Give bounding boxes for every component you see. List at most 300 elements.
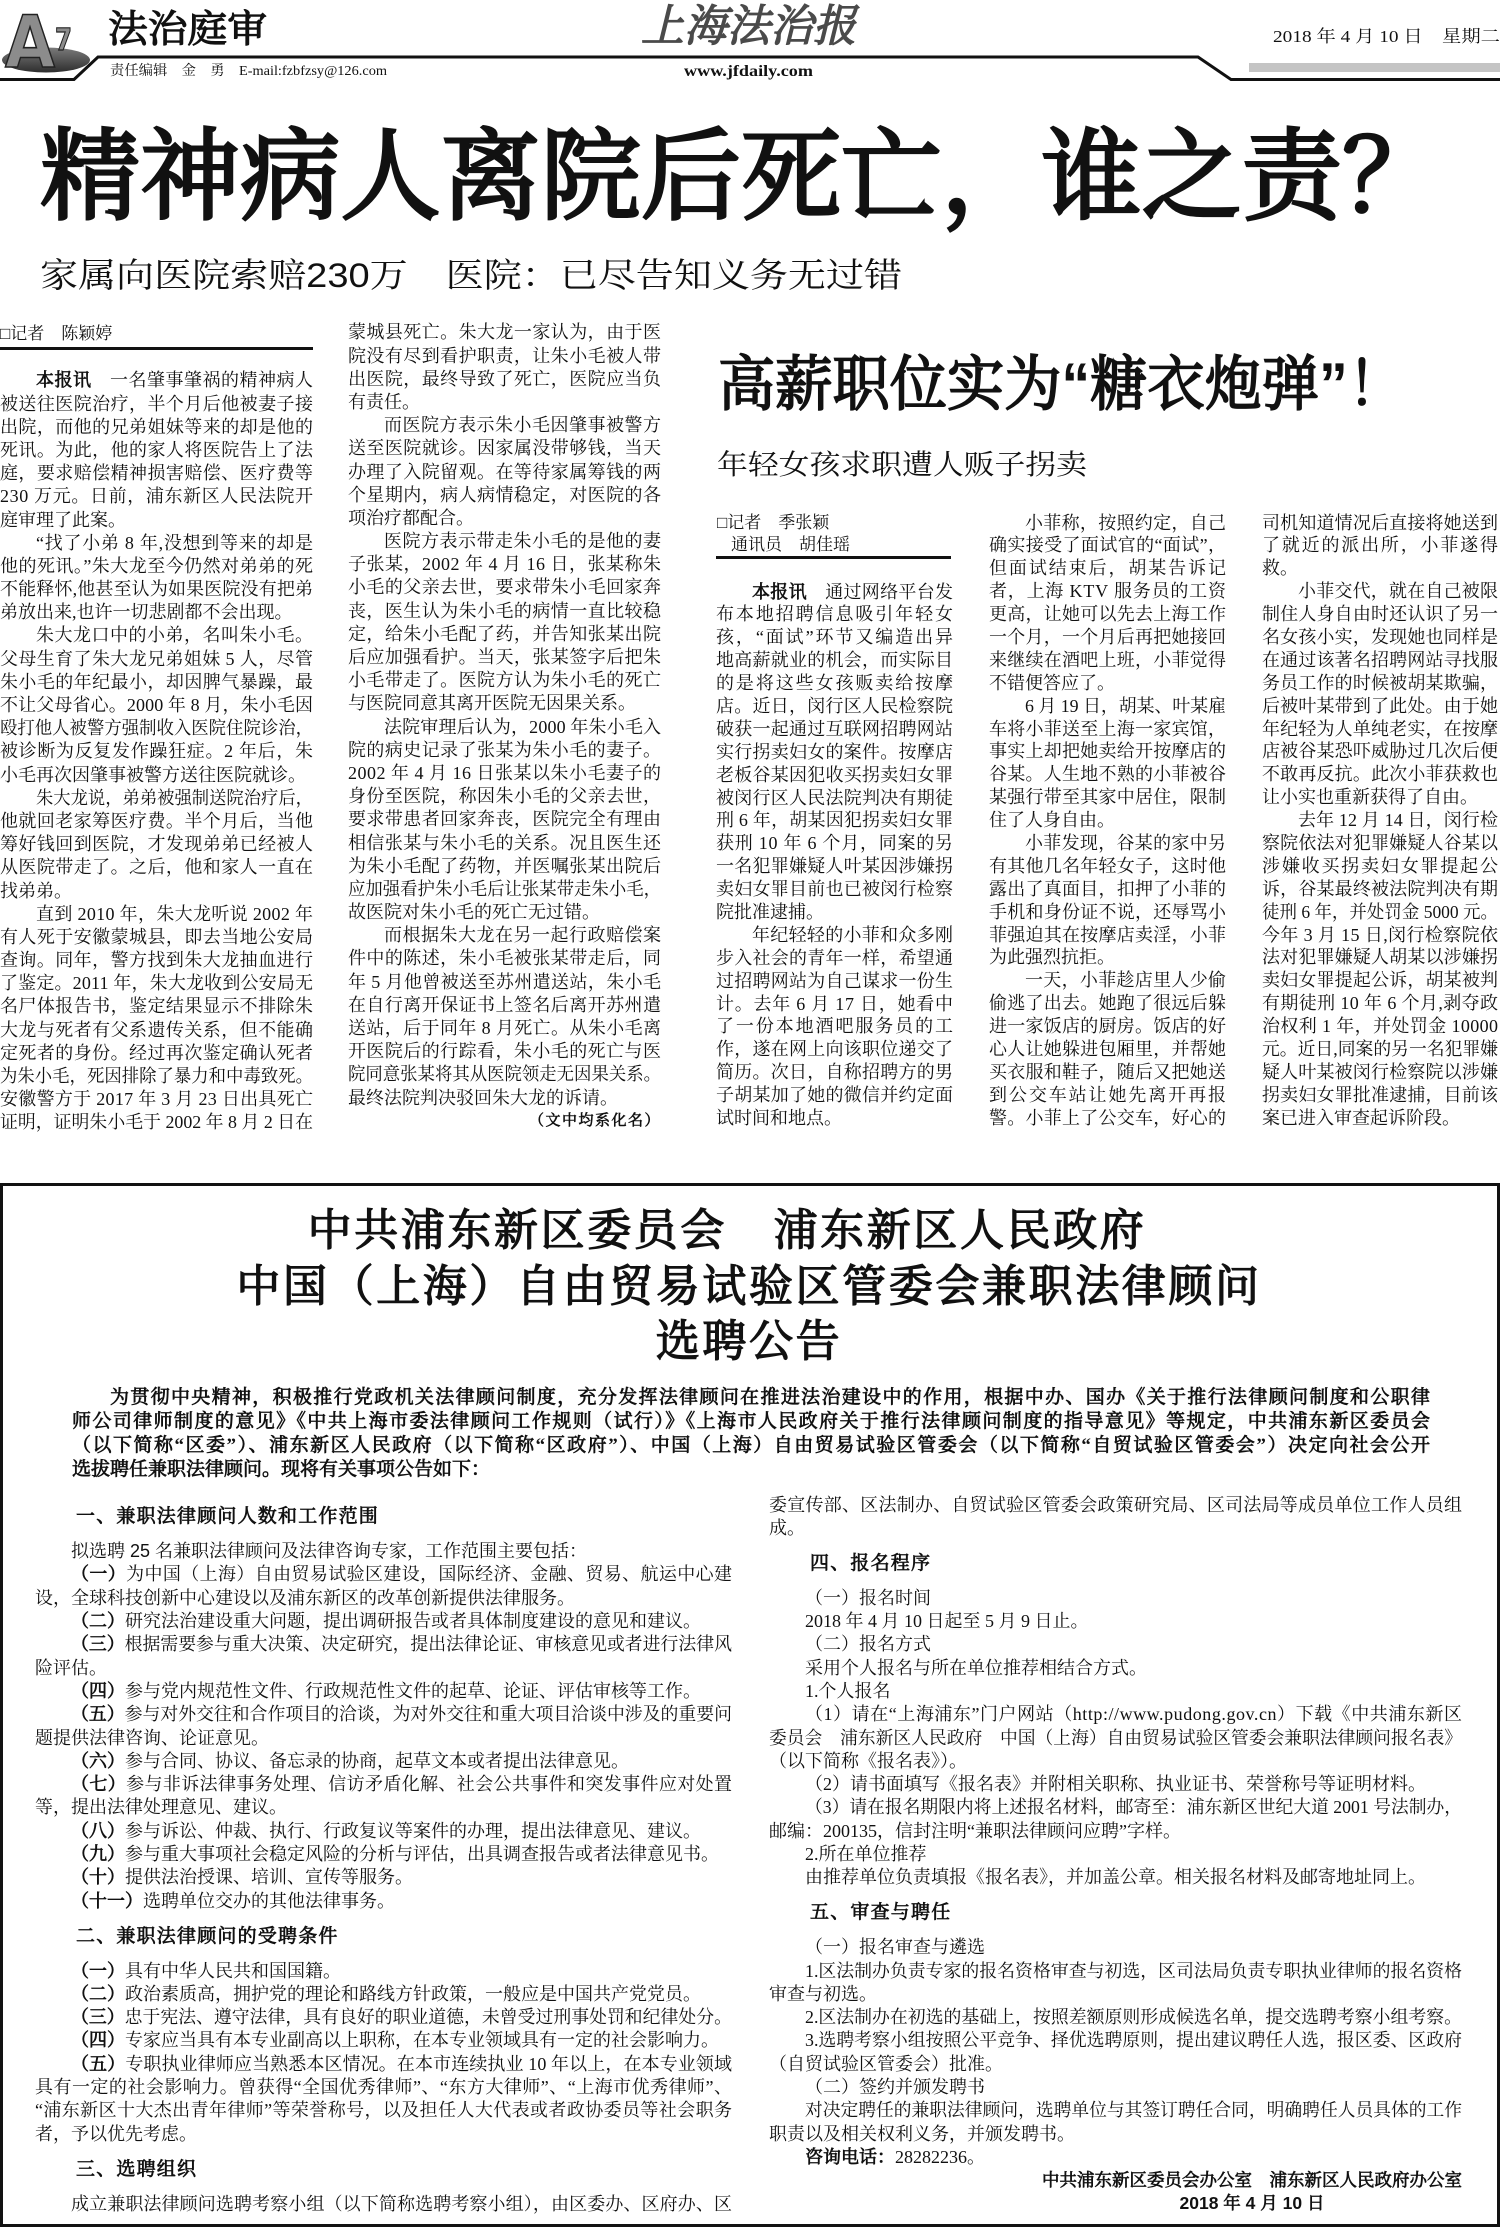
text-line-content: 了鉴定。2011 年，朱大龙收到公安局无 bbox=[0, 973, 314, 994]
text-line-content: 有责任。 bbox=[348, 391, 420, 412]
text-line-content: 后被叶某带到了此处。由于她 bbox=[1262, 695, 1499, 716]
text-line bbox=[769, 1657, 1462, 1680]
text-line-content: 法院审理后认为，2000 年朱小毛入 bbox=[384, 716, 662, 737]
text-line-content: 涉嫌收买拐卖妇女罪提起公 bbox=[1262, 855, 1500, 876]
text-line bbox=[1262, 557, 1498, 580]
text-line-content: 直到 2010 年，朱大龙听说 2002 年 bbox=[36, 903, 314, 924]
text-line-content: 庭，要求赔偿精神损害赔偿、医疗费等 bbox=[0, 463, 314, 484]
text-line bbox=[348, 391, 661, 414]
article2-subheadline bbox=[717, 450, 1087, 480]
text-line bbox=[348, 669, 661, 692]
lead-label: （二） bbox=[71, 1611, 125, 1632]
text-line bbox=[716, 1084, 953, 1107]
text-line bbox=[0, 995, 313, 1018]
section-title-text: 法治庭审 bbox=[108, 9, 267, 51]
text-line bbox=[769, 1936, 1462, 1959]
text-line-content: 院没有尽到看护职责，让朱小毛被人带 bbox=[348, 345, 662, 366]
text-line-content: 为朱小毛，死因排除了暴力和中毒致死。 bbox=[0, 1066, 313, 1087]
text-line-content: 警。小菲上了公交车，好心的 bbox=[989, 1107, 1227, 1128]
text-line-content: 不让父母省心。2000 年 8 月，朱小毛因 bbox=[0, 695, 314, 716]
text-line bbox=[0, 509, 313, 532]
article1-column-1 bbox=[0, 369, 313, 1134]
newspaper-masthead bbox=[641, 4, 856, 50]
text-line-content: 务员工作的时候被胡某欺骗， bbox=[1262, 672, 1499, 693]
text-line-content: （2）请书面填写《报名表》并附相关职称、执业证书、荣誉称号等证明材料。 bbox=[805, 1774, 1426, 1795]
text-line-content: 去年 12 月 14 日，闵行检 bbox=[1298, 810, 1499, 831]
text-line-content: 拟选聘 25 名兼职法律顾问及法律咨询专家，工作范围主要包括： bbox=[71, 1541, 588, 1562]
text-line-content: （3）请在报名期限内将上述报名材料，邮寄至：浦东新区世纪大道 2001 号法制办， bbox=[805, 1797, 1462, 1818]
text-line bbox=[0, 764, 313, 787]
text-line-content: 而医院方表示朱小毛因肇事被警方 bbox=[384, 415, 662, 436]
text-line-content: 题提供法律咨询、论证意见。 bbox=[35, 1727, 269, 1748]
text-line bbox=[0, 1019, 313, 1042]
paragraph bbox=[35, 1843, 732, 1866]
text-line bbox=[0, 1065, 313, 1088]
text-line-content: 咨询电话：28282236。 bbox=[805, 2146, 985, 2167]
text-line bbox=[35, 1727, 732, 1750]
text-line-content: 找弟弟。 bbox=[0, 880, 72, 901]
paragraph bbox=[35, 1680, 732, 1703]
text-line bbox=[348, 739, 661, 762]
announcement-title-line-1: 中共浦东新区委员会 浦东新区人民政府 bbox=[307, 1206, 1147, 1255]
text-line-content: 名尸体报告书，鉴定结果显示不排除朱 bbox=[0, 996, 314, 1017]
text-line bbox=[989, 924, 1226, 947]
text-line bbox=[989, 786, 1226, 809]
text-line-content: 卖妇女罪目前也已被闵行检察 bbox=[716, 879, 954, 900]
text-line bbox=[72, 1434, 1430, 1458]
announcement-title-line-2: 中国（上海）自由贸易试验区管委会兼职法律顾问 bbox=[236, 1261, 1262, 1311]
announcement-column-1 bbox=[35, 1494, 732, 2216]
lead-label: （二） bbox=[71, 1983, 125, 2004]
text-line bbox=[348, 437, 661, 460]
paragraph bbox=[348, 321, 661, 414]
text-line-content: 大龙与死者有父系遗传关系，但不能确 bbox=[0, 1019, 314, 1040]
text-line-content: 某强行带至其家中居住，限制 bbox=[989, 787, 1227, 808]
text-line-content: 获刑 10 年 6 个月，同案的另 bbox=[716, 833, 954, 854]
text-line bbox=[348, 345, 661, 368]
text-line bbox=[769, 1750, 1462, 1773]
text-line bbox=[716, 924, 953, 947]
text-line-content: （一）报名审查与遴选 bbox=[805, 1937, 985, 1958]
text-line-content: 为贯彻中央精神，积极推行党政机关法律顾问制度，充分发挥法律顾问在推进法治建设中的作用，根据中办、国办《关于推行法律顾问制度和公职律 bbox=[110, 1387, 1432, 1408]
text-line bbox=[769, 1773, 1462, 1796]
text-line bbox=[35, 1750, 732, 1773]
text-line bbox=[35, 2006, 732, 2029]
text-line bbox=[0, 532, 313, 555]
text-line bbox=[769, 2099, 1462, 2122]
paragraph bbox=[35, 1890, 732, 1913]
header-gray-bar bbox=[1249, 63, 1500, 72]
paragraph bbox=[716, 924, 953, 1130]
paragraph bbox=[769, 1703, 1462, 1773]
text-line bbox=[35, 1633, 732, 1656]
text-line-content: 开医院后的行踪看，朱小毛的死亡与医 bbox=[348, 1041, 662, 1062]
lead-label: （六） bbox=[71, 1750, 125, 1771]
lead-label: 本报讯 bbox=[36, 370, 110, 391]
text-line bbox=[769, 1727, 1462, 1750]
text-line bbox=[35, 1820, 732, 1843]
text-line bbox=[348, 461, 661, 484]
text-line-content: 子胡某加了她的微信并约定面 bbox=[716, 1085, 954, 1106]
article2-column-3 bbox=[1262, 512, 1498, 1130]
text-line-content: （以下简称《报名表》）。 bbox=[769, 1750, 967, 1771]
text-line-content: 年纪轻轻的小菲和众多刚 bbox=[752, 924, 954, 945]
text-line-content: 丧，医生认为朱小毛的病情一直比较稳 bbox=[348, 600, 662, 621]
text-line bbox=[716, 741, 953, 764]
article2-byline-rule bbox=[716, 556, 951, 559]
text-line bbox=[1262, 855, 1498, 878]
text-line bbox=[0, 1042, 313, 1065]
section-digit: 7 bbox=[55, 23, 72, 58]
text-line bbox=[989, 626, 1226, 649]
text-line-content: 的是将这些女孩贩卖给按摩 bbox=[716, 673, 955, 694]
text-line bbox=[0, 926, 313, 949]
paragraph bbox=[989, 832, 1226, 969]
section-number-badge bbox=[0, 0, 100, 80]
text-line-content: （一）具有中华人民共和国国籍。 bbox=[71, 1960, 341, 1981]
text-line bbox=[348, 1063, 661, 1086]
text-line bbox=[1262, 992, 1498, 1015]
text-line bbox=[0, 393, 313, 416]
text-line bbox=[0, 462, 313, 485]
text-line-content: 成。 bbox=[769, 1517, 805, 1538]
main-headline bbox=[40, 121, 1442, 233]
text-line-content: 他就回老家筹医疗费。半个月后，当他 bbox=[0, 810, 314, 831]
text-line bbox=[348, 321, 661, 344]
text-line bbox=[1262, 626, 1498, 649]
lead-label: （十） bbox=[71, 1867, 125, 1888]
text-line bbox=[989, 855, 1226, 878]
text-line-content: 2.区法制办在初选的基础上，按照差额原则形成候选名单，提交选聘考察小组考察。 bbox=[805, 2007, 1462, 2028]
text-line-content: 最终法院判决驳回朱大龙的诉请。 bbox=[348, 1087, 618, 1108]
text-line bbox=[716, 581, 953, 604]
text-line bbox=[348, 600, 661, 623]
text-line-content: 朱小毛的年纪最小，却因脾气暴躁，最 bbox=[0, 671, 314, 692]
text-line-content: 案已进入审查起诉阶段。 bbox=[1262, 1107, 1460, 1128]
text-line-content: （九）参与重大事项社会稳定风险的分析与评估，出具调查报告或者法律意见书。 bbox=[71, 1844, 719, 1865]
text-line-content: 个星期内，病人病情稳定，对医院的各 bbox=[348, 484, 662, 505]
text-line bbox=[1262, 649, 1498, 672]
text-line-content: 进一家饭店的厨房。饭店的好 bbox=[989, 1016, 1227, 1037]
text-line bbox=[716, 718, 953, 741]
text-line-content: 住了人身自由。 bbox=[989, 810, 1115, 831]
text-line-content: 出医院，最终导致了死亡，医院应当负 bbox=[348, 368, 662, 389]
text-line bbox=[0, 810, 313, 833]
text-line-content: 1.个人报名 bbox=[805, 1680, 891, 1701]
text-line-content: 破获一起通过互联网招聘网站 bbox=[716, 718, 954, 739]
text-line-content: 让小实也重新获得了自由。 bbox=[1262, 787, 1478, 808]
text-line bbox=[35, 1890, 732, 1913]
text-line-content: 成立兼职法律顾问选聘考察小组（以下简称选聘考察小组），由区委办、区府办、区 bbox=[71, 2193, 733, 2214]
text-line bbox=[0, 880, 313, 903]
text-line-content: 2.所在单位推荐 bbox=[805, 1844, 927, 1865]
text-line bbox=[348, 878, 661, 901]
text-line bbox=[1262, 763, 1498, 786]
article2-headline bbox=[718, 351, 1405, 418]
text-line bbox=[716, 855, 953, 878]
text-line-content: 步入社会的青年一样，希望通 bbox=[716, 947, 954, 968]
section-heading: 三、选聘组织 bbox=[76, 2158, 198, 2180]
text-line bbox=[348, 855, 661, 878]
text-line-content: 出院，而他的兄弟姐妹等来的却是他的 bbox=[0, 416, 314, 437]
paragraph bbox=[769, 1866, 1462, 1889]
text-line-content: 送至医院就诊。因家属没带够钱，当天 bbox=[348, 438, 662, 459]
text-line bbox=[1262, 1084, 1498, 1107]
text-line bbox=[1262, 740, 1498, 763]
text-line bbox=[348, 808, 661, 831]
paragraph bbox=[769, 1843, 1462, 1866]
text-line-content: 定，给朱小毛配了药，并告知张某出院 bbox=[348, 623, 662, 644]
text-line-content: 小菲称，按照约定，自己 bbox=[1025, 512, 1227, 533]
text-line-content: 由推荐单位负责填报《报名表》，并加盖公章。相关报名材料及邮寄地址同上。 bbox=[805, 1867, 1426, 1888]
text-line bbox=[35, 1866, 732, 1889]
text-line bbox=[1262, 901, 1498, 924]
lead-label: （三） bbox=[71, 1634, 125, 1655]
text-line-content: 察院依法对犯罪嫌疑人谷某以 bbox=[1262, 832, 1499, 853]
paragraph bbox=[35, 1633, 732, 1680]
text-line-content: 买衣服和鞋子，随后又把她送 bbox=[989, 1061, 1227, 1082]
text-line-content: （三）根据需要参与重大决策、决定研究，提出法律论证、审核意见或者进行法律风 bbox=[71, 1634, 732, 1655]
text-line bbox=[348, 716, 661, 739]
text-line bbox=[989, 603, 1226, 626]
text-line-content: 露出了真面目，扣押了小菲的 bbox=[989, 878, 1227, 899]
lead-label: （五） bbox=[71, 2053, 126, 2074]
paragraph bbox=[989, 512, 1226, 695]
paragraph bbox=[35, 1820, 732, 1843]
text-line bbox=[35, 2123, 732, 2146]
paragraph bbox=[769, 1633, 1462, 1656]
text-line bbox=[348, 623, 661, 646]
text-line bbox=[769, 1820, 1462, 1843]
text-line-content: 审查与初选。 bbox=[769, 1983, 877, 2004]
issue-date-text: 2018 年 4 月 10 日 星期二 bbox=[1273, 27, 1500, 46]
text-line bbox=[989, 649, 1226, 672]
text-line bbox=[0, 1111, 313, 1134]
text-line-content: 更高，让她可以先去上海工作 bbox=[989, 604, 1227, 625]
editor-credit-text: 责任编辑 金 勇 E-mail:fzbfzsy@126.com bbox=[110, 64, 387, 79]
text-line bbox=[1262, 603, 1498, 626]
text-line bbox=[35, 1843, 732, 1866]
text-line bbox=[769, 1866, 1462, 1889]
text-line-content: 3.选聘考察小组按照公平竞争、择优选聘原则，提出建议聘任人选，报区委、区政府 bbox=[805, 2030, 1462, 2051]
text-line-content: （三）忠于宪法、遵守法律，具有良好的职业道德，未曾受过刑事处罚和纪律处分。 bbox=[71, 2007, 732, 2028]
text-line bbox=[769, 2123, 1462, 2146]
text-line bbox=[769, 2146, 1462, 2169]
text-line bbox=[989, 832, 1226, 855]
announcement-title bbox=[0, 1203, 1498, 1370]
text-line-content: 被闵行区人民法院判决有期徒 bbox=[716, 787, 954, 808]
paragraph bbox=[769, 1936, 1462, 1959]
text-line bbox=[716, 901, 953, 924]
text-line-content: 蒙城县死亡。朱大龙一家认为，由于医 bbox=[348, 322, 662, 343]
section-heading: 二、兼职法律顾问的受聘条件 bbox=[76, 1925, 339, 1947]
text-line bbox=[348, 971, 661, 994]
text-line bbox=[989, 695, 1226, 718]
lead-label: （九） bbox=[71, 1844, 125, 1865]
text-line bbox=[0, 1088, 313, 1111]
text-line bbox=[1262, 809, 1498, 832]
text-line bbox=[348, 692, 661, 715]
text-line bbox=[716, 832, 953, 855]
text-line-content: 治权利 1 年，并处罚金 10000 bbox=[1262, 1016, 1499, 1037]
paragraph bbox=[35, 2053, 732, 2146]
text-line bbox=[1262, 695, 1498, 718]
text-line bbox=[348, 368, 661, 391]
text-line bbox=[989, 672, 1226, 695]
text-line-content: 司机知道情况后直接将她送到 bbox=[1262, 512, 1499, 533]
lead-label: （四） bbox=[71, 1680, 125, 1701]
text-line-content: 办理了入院留观。在等待家属筹钱的两 bbox=[348, 461, 662, 482]
paragraph bbox=[35, 1983, 732, 2006]
paragraph bbox=[35, 1610, 732, 1633]
text-line bbox=[769, 1494, 1462, 1517]
text-line bbox=[989, 557, 1226, 580]
text-line bbox=[35, 2029, 732, 2052]
text-line bbox=[35, 2076, 732, 2099]
text-line bbox=[716, 878, 953, 901]
text-line bbox=[769, 2076, 1462, 2099]
text-line-content: 心人让她躲进包厢里，并帮她 bbox=[989, 1038, 1227, 1059]
text-line bbox=[989, 580, 1226, 603]
text-line-content: 计。去年 6 月 17 日，她看中 bbox=[716, 993, 954, 1014]
text-line-content: 诉，谷某最终被法院判决有期 bbox=[1262, 878, 1499, 899]
text-line bbox=[35, 1773, 732, 1796]
text-line bbox=[989, 1015, 1226, 1038]
text-line-content: 身份至医院，称因朱小毛的父亲去世， bbox=[348, 786, 662, 807]
text-line bbox=[348, 414, 661, 437]
lead-label: （一） bbox=[71, 1564, 127, 1585]
text-line-content: 小菲交代，就在自己被限 bbox=[1298, 581, 1499, 602]
text-line bbox=[716, 970, 953, 993]
paragraph bbox=[716, 581, 953, 924]
paragraph bbox=[35, 1703, 732, 1750]
paragraph bbox=[35, 2029, 732, 2052]
pseudonym-note bbox=[348, 1110, 661, 1133]
lead-label: （八） bbox=[71, 1820, 125, 1841]
paragraph bbox=[0, 903, 313, 1135]
text-line bbox=[716, 1038, 953, 1061]
paragraph bbox=[769, 1680, 1462, 1703]
text-line-content: （六）参与合同、协议、备忘录的协商，起草文本或者提出法律意见。 bbox=[71, 1750, 629, 1771]
text-line-content: 应加强看护朱小毛后让张某带走朱小毛， bbox=[348, 878, 661, 899]
text-line-content: （二）研究法治建设重大问题，提出调研报告或者具体制度建设的意见和建议。 bbox=[71, 1611, 701, 1632]
text-line-content: 为朱小毛配了药物，并医嘱张某出院后 bbox=[348, 855, 662, 876]
text-line bbox=[989, 1084, 1226, 1107]
text-line-content: 医院方表示带走朱小毛的是他的妻 bbox=[384, 531, 662, 552]
text-line-content: （二）政治素质高，拥护党的理论和路线方针政策，一般应是中国共产党党员。 bbox=[71, 1983, 701, 2004]
text-line-content: 职责以及相关权利义务，并颁发聘书。 bbox=[769, 2123, 1075, 2144]
text-line-content: 一名犯罪嫌疑人叶某因涉嫌拐 bbox=[716, 856, 954, 877]
text-line-content: 了就近的派出所，小菲遂得 bbox=[1262, 535, 1500, 556]
issue-date-header bbox=[1273, 27, 1500, 47]
text-line bbox=[35, 1610, 732, 1633]
text-line-content: 委宣传部、区法制办、自贸试验区管委会政策研究局、区司法局等成员单位工作人员组 bbox=[769, 1494, 1463, 1515]
text-line-content: 院批准逮捕。 bbox=[716, 901, 824, 922]
paragraph bbox=[769, 2006, 1462, 2029]
text-line-content: 朱大龙说，弟弟被强制送院治疗后， bbox=[36, 787, 313, 808]
text-line bbox=[35, 2193, 732, 2216]
text-line bbox=[716, 993, 953, 1016]
text-line bbox=[1262, 672, 1498, 695]
text-line-content: 安徽警方于 2017 年 3 月 23 日出具死亡 bbox=[0, 1089, 314, 1110]
text-line bbox=[769, 1610, 1462, 1633]
paragraph bbox=[0, 532, 313, 625]
article2-column-2 bbox=[989, 512, 1226, 1130]
text-line bbox=[0, 972, 313, 995]
text-line-content: 院的病史记录了张某为朱小毛的妻子。 bbox=[348, 739, 662, 760]
text-line bbox=[1262, 969, 1498, 992]
text-line-content: 设，全球科技创新中心建设以及浦东新区的改革创新提供法律服务。 bbox=[35, 1587, 575, 1608]
text-line-content: 作，遂在网上向该职位递交了 bbox=[716, 1039, 954, 1060]
text-line bbox=[716, 672, 953, 695]
section-heading: 五、审查与聘任 bbox=[810, 1902, 952, 1924]
text-line-content: 实行拐卖妇女的案件。按摩店 bbox=[716, 741, 954, 762]
text-line-content: （十一）选聘单位交办的其他法律事务。 bbox=[71, 1890, 395, 1911]
paragraph bbox=[769, 1587, 1462, 1610]
text-line bbox=[348, 901, 661, 924]
lead-label: （四） bbox=[71, 2030, 125, 2051]
text-line-content: 定死者的身份。经过再次鉴定确认死者 bbox=[0, 1042, 314, 1063]
lead-label: 本报讯 bbox=[752, 581, 826, 602]
text-line bbox=[769, 2053, 1462, 2076]
text-line-content: 地高薪就业的机会，而实际目 bbox=[716, 650, 954, 671]
text-line-content: 院同意张某将其从医院领走无因果关系。 bbox=[348, 1064, 661, 1085]
text-line-content: （文中均系化名） bbox=[528, 1112, 661, 1129]
text-line-content: 事实上却把她卖给开按摩店的 bbox=[989, 741, 1227, 762]
lead-label: （三） bbox=[71, 2007, 125, 2028]
text-line-content: 件中的陈述，朱小毛被张某带走后，同 bbox=[348, 948, 662, 969]
lead-label: （一） bbox=[71, 1960, 125, 1981]
text-line-content: 店被谷某恐吓威胁过几次后便 bbox=[1262, 741, 1499, 762]
section-heading: 四、报名程序 bbox=[810, 1552, 932, 1574]
text-line-content: 手机和身份证不说，还辱骂小 bbox=[989, 901, 1227, 922]
text-line-content: 为此强烈抗拒。 bbox=[989, 947, 1115, 968]
paragraph bbox=[35, 1866, 732, 1889]
paragraph bbox=[769, 1773, 1462, 1796]
text-line-content: 子张某，2002 年 4 月 16 日，张某称朱 bbox=[348, 554, 662, 575]
lead-label: （七） bbox=[71, 1774, 127, 1795]
text-line-content: 年纪轻为人单纯老实，在按摩 bbox=[1262, 718, 1499, 739]
text-line bbox=[35, 1983, 732, 2006]
text-line bbox=[35, 1587, 732, 1610]
announcement-column-2 bbox=[769, 1494, 1462, 2170]
signature-block bbox=[1042, 2169, 1462, 2216]
text-line bbox=[769, 1960, 1462, 1983]
text-line bbox=[769, 1796, 1462, 1819]
text-line bbox=[989, 1038, 1226, 1061]
text-line-content: 殴打他人被警方强制收入医院住院诊治， bbox=[0, 718, 313, 739]
text-line bbox=[989, 901, 1226, 924]
text-line bbox=[348, 576, 661, 599]
text-line-content: 过招聘网站为自己谋求一份生 bbox=[716, 970, 954, 991]
lead-label: 咨询电话： bbox=[805, 2146, 895, 2167]
paragraph bbox=[35, 1563, 732, 1610]
text-line bbox=[989, 512, 1226, 535]
text-line bbox=[769, 1633, 1462, 1656]
text-line bbox=[0, 578, 313, 601]
text-line bbox=[348, 1040, 661, 1063]
text-line bbox=[1262, 832, 1498, 855]
text-line-content: 在自行离开保证书上签名后离开苏州遣 bbox=[348, 994, 662, 1015]
text-line-content: （二）签约并颁发聘书 bbox=[805, 2077, 985, 2098]
text-line-content: （一）报名时间 bbox=[805, 1587, 931, 1608]
article2-correspondent: 通讯员 胡佳瑶 bbox=[731, 535, 850, 554]
text-line bbox=[0, 949, 313, 972]
text-line bbox=[0, 903, 313, 926]
text-line bbox=[769, 1983, 1462, 2006]
text-line bbox=[0, 717, 313, 740]
text-line-content: 他的死讯。”朱大龙至今仍然对弟弟的死 bbox=[0, 555, 314, 576]
